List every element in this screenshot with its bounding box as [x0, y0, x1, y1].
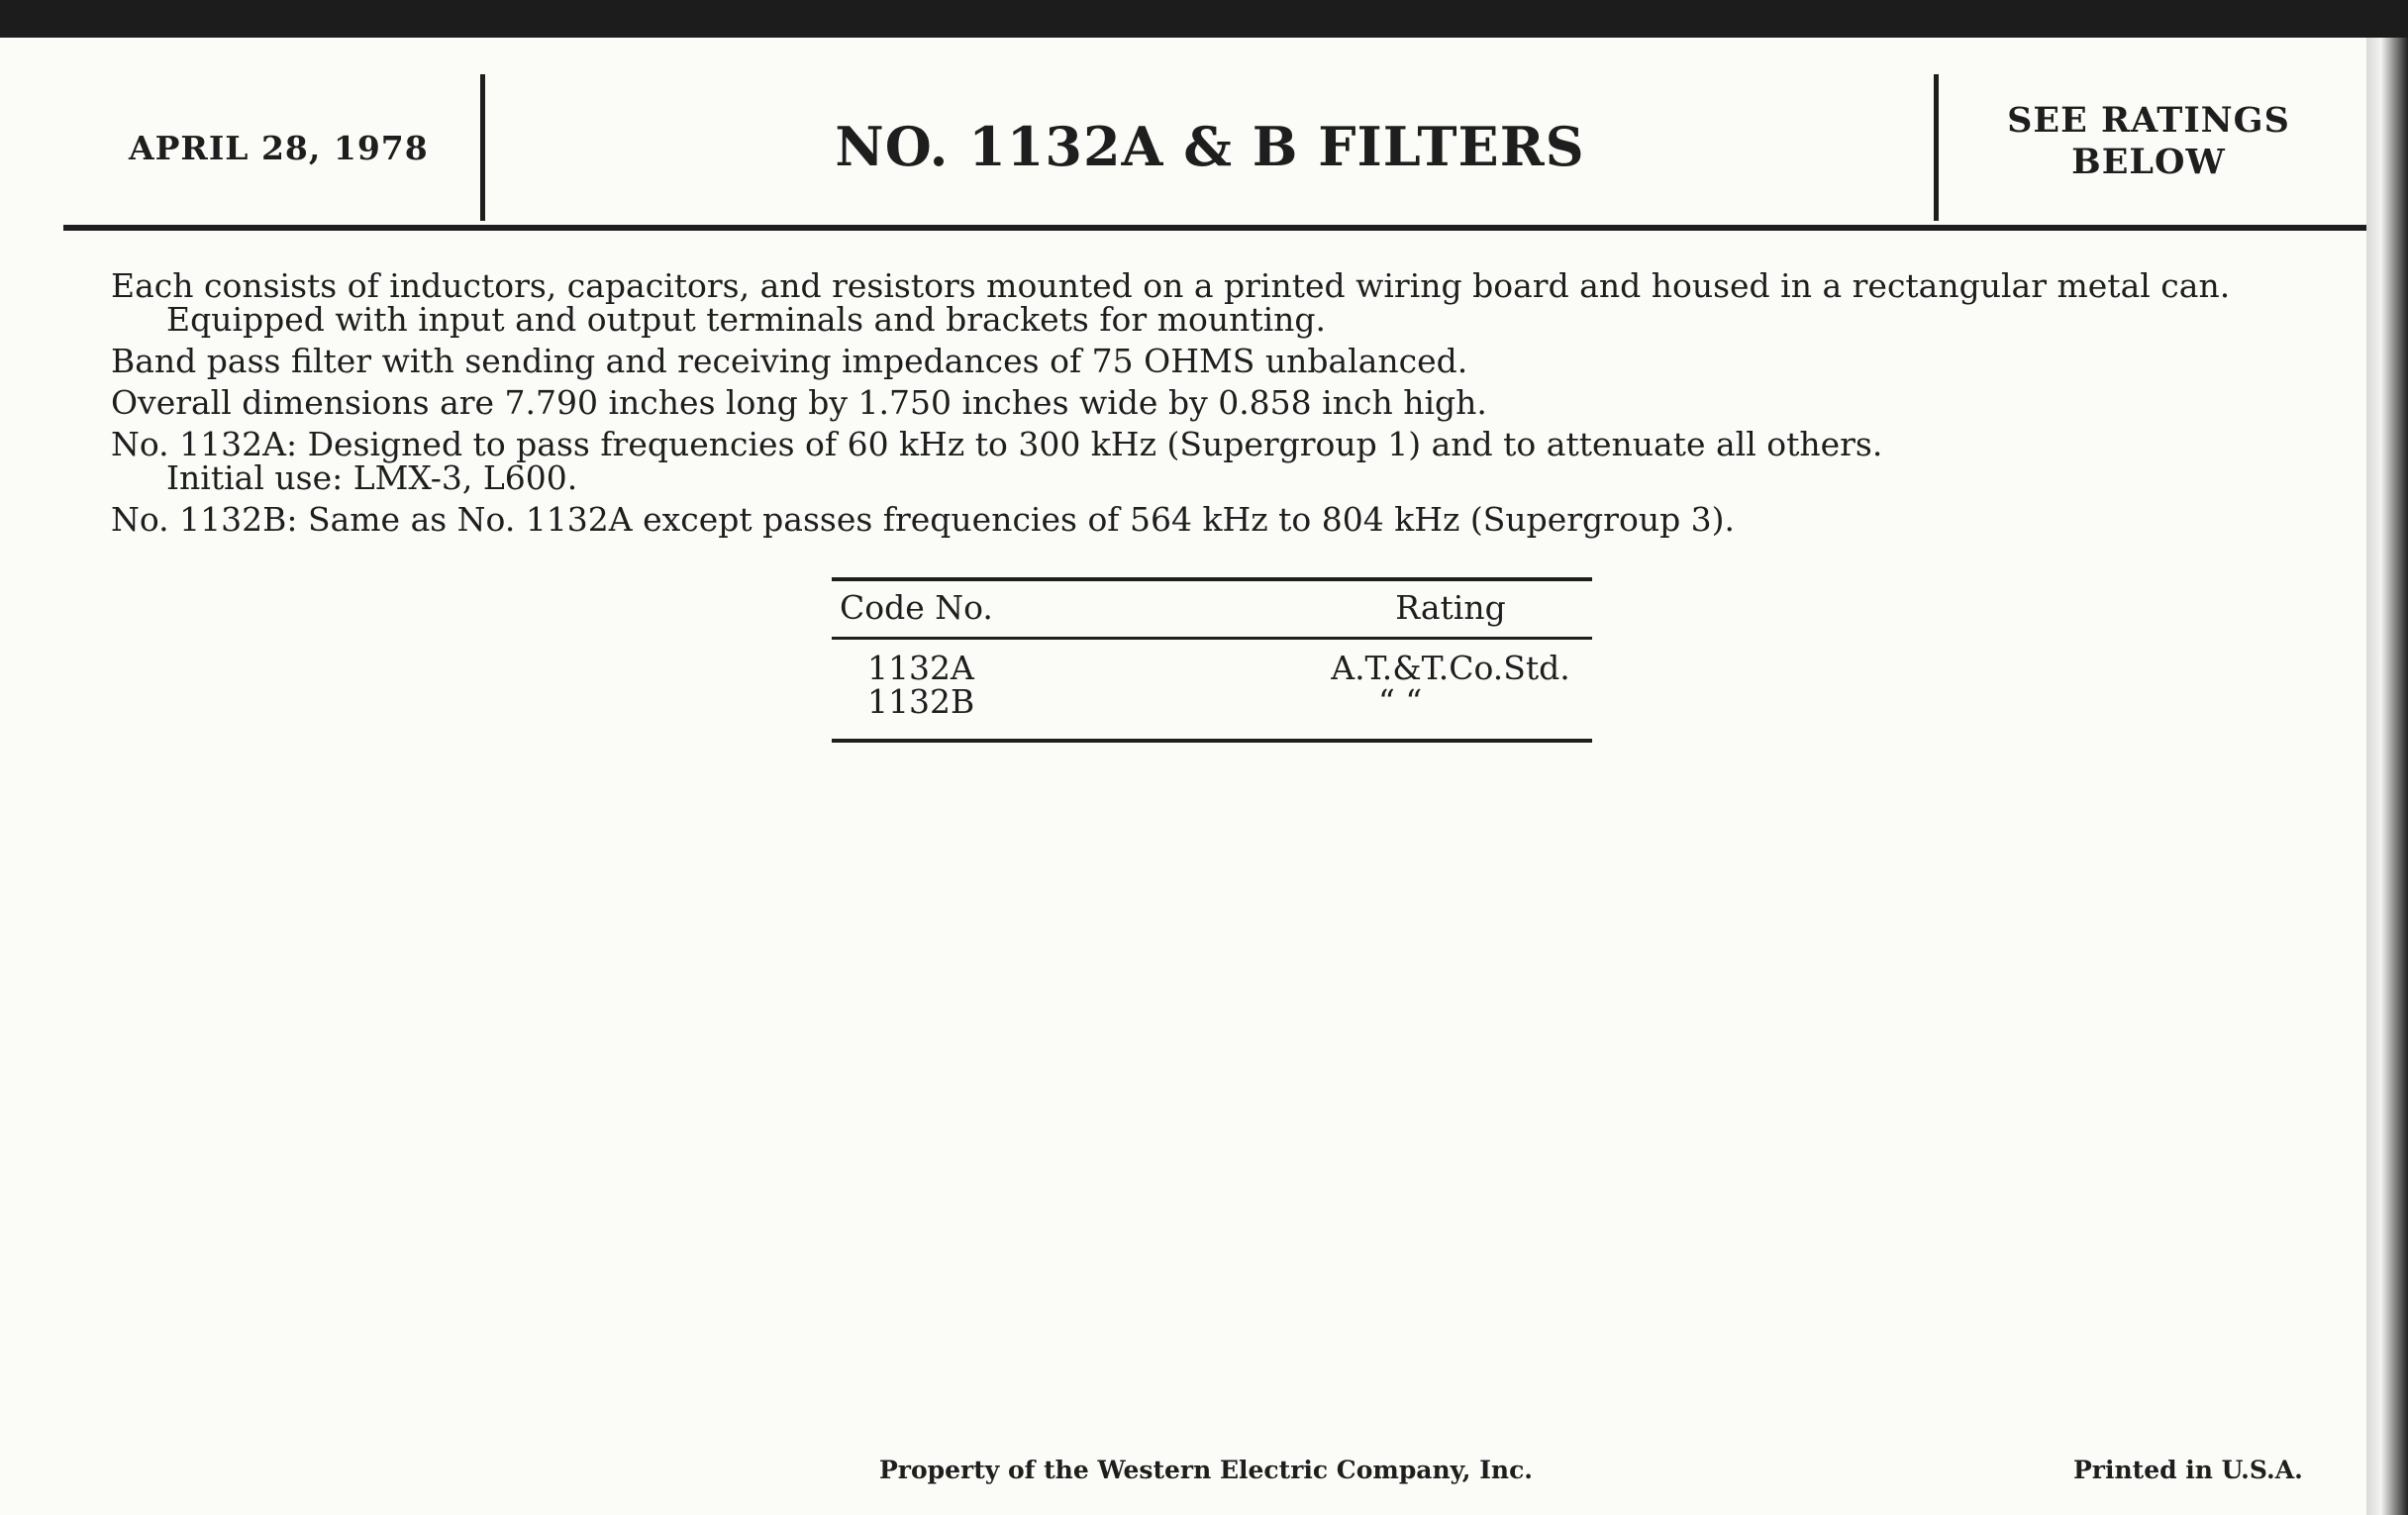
header-ratings-note: [1941, 100, 2357, 183]
table-row: [832, 682, 1592, 721]
catalog-card: [0, 38, 2366, 1515]
footer-printed: Printed in U.S.A.: [2073, 1456, 2303, 1484]
paragraph-impedance: Band pass filter with sending and receiving impedances of 75 OHMS unbalanced.: [111, 342, 1468, 380]
footer-property: Property of the Western Electric Company, Inc.: [879, 1456, 1534, 1484]
paragraph-1132a-line-1: No. 1132A: Designed to pass frequencies of 60 kHz to 300 kHz (Supergroup 1) and to attenuate all others.: [111, 425, 1883, 463]
page-title: NO. 1132A & B FILTERS: [835, 115, 1585, 178]
table-cell-code: 1132B: [867, 682, 975, 721]
table-row: [832, 649, 1592, 687]
scan-edge: [2366, 38, 2408, 1515]
table-cell-code: 1132A: [867, 649, 974, 687]
table-rule-top: [832, 577, 1592, 581]
paragraph-construction: [111, 266, 2358, 339]
table-cell-rating: A.T.&T.Co.Std.: [1331, 649, 1570, 687]
paragraph-construction-line-1: Each consists of inductors, capacitors, and resistors mounted on a printed wiring board and housed in a rectangular metal can.: [111, 266, 2231, 305]
paragraph-dimensions: Overall dimensions are 7.790 inches long by 1.750 inches wide by 0.858 inch high.: [111, 383, 1487, 422]
header-divider-right: [1934, 74, 1939, 221]
paragraph-1132a: [111, 425, 2358, 497]
table-cell-rating: “ “: [1378, 682, 1423, 721]
table-header-row: [832, 588, 1592, 627]
header-divider-left: [480, 74, 485, 221]
header-rule: [63, 225, 2366, 231]
table-rule-bottom: [832, 739, 1592, 743]
header-date: APRIL 28, 1978: [129, 129, 429, 167]
paragraph-1132b: No. 1132B: Same as No. 1132A except passes frequencies of 564 kHz to 804 kHz (Supergroup 3).: [111, 500, 1736, 539]
ratings-line-2: BELOW: [2071, 142, 2226, 182]
ratings-table: [832, 577, 1592, 743]
paragraph-construction-line-2: Equipped with input and output terminals and brackets for mounting.: [166, 300, 1327, 339]
description: [111, 266, 2358, 545]
ratings-line-1: SEE RATINGS: [2007, 100, 2290, 141]
column-header-code: Code No.: [840, 588, 993, 627]
column-header-rating: Rating: [1395, 588, 1506, 627]
table-rule-middle: [832, 637, 1592, 640]
paragraph-1132a-line-2: Initial use: LMX-3, L600.: [166, 458, 578, 497]
